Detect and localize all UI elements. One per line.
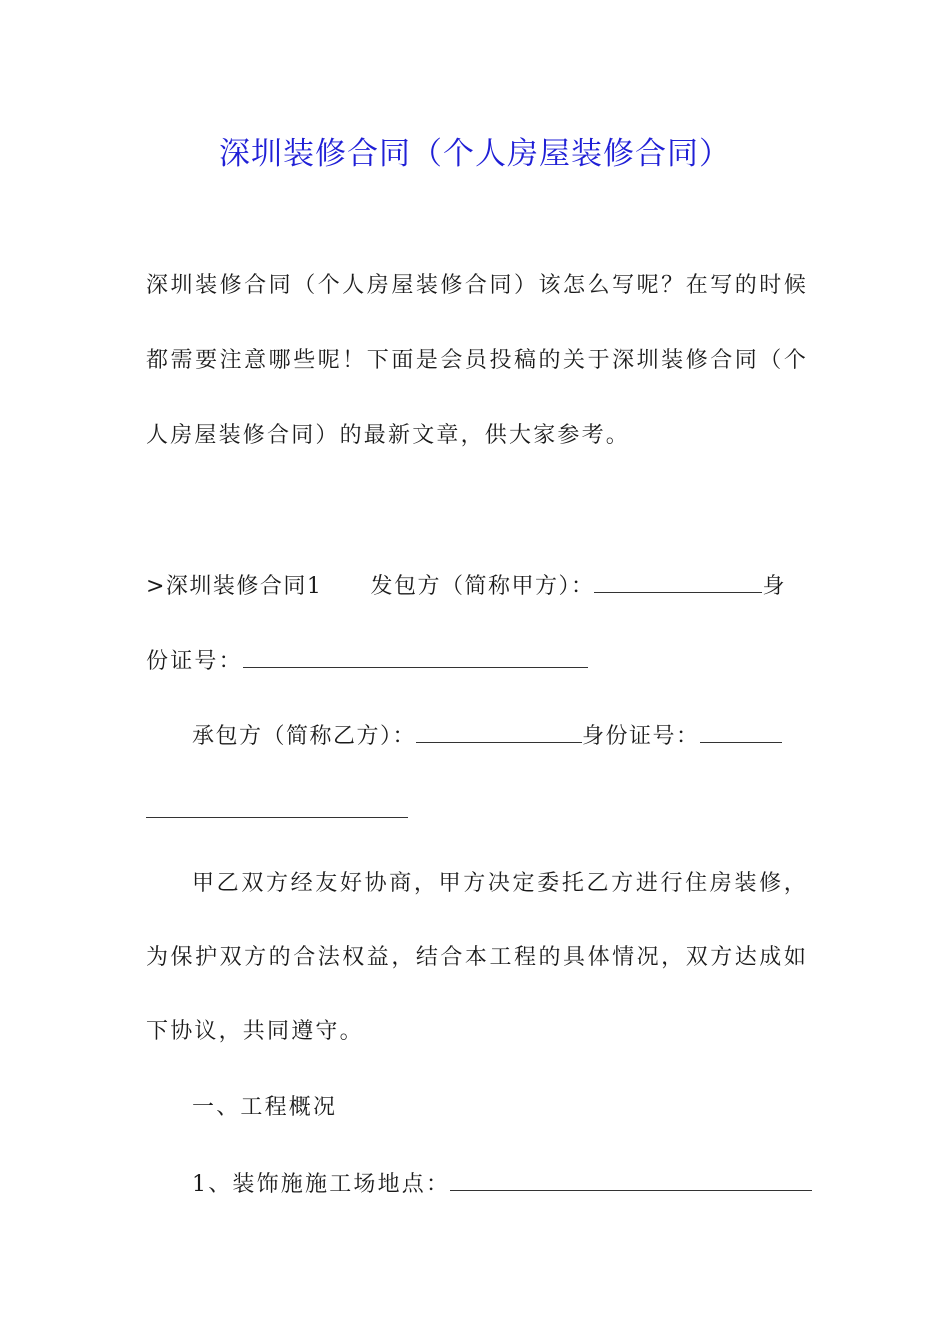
document-title: 深圳装修合同（个人房屋装修合同）	[219, 136, 731, 172]
intro-line-3: 人房屋装修合同）的最新文章，供大家参考。	[146, 423, 631, 448]
section-one-heading: 一、工程概况	[192, 1095, 338, 1120]
item-one-label: 1、装饰施施工场地点：	[192, 1172, 451, 1197]
party-a-id-label-start: 身	[762, 574, 786, 599]
intro-line-2: 都 需 要 注 意 哪 些 呢 ！ 下 面 是 会 员 投 稿 的 关 于 深 圳 装 修 合 同 （ 个	[146, 348, 806, 373]
party-b-id-blank[interactable]	[700, 720, 782, 743]
party-a-id-label: 份证号：	[146, 649, 243, 674]
party-b-label: 承包方（简称乙方）：	[192, 724, 417, 749]
party-b-name-blank[interactable]	[416, 720, 582, 743]
party-b-id-blank-continued[interactable]	[146, 795, 408, 818]
party-a-line	[146, 570, 806, 602]
agreement-line-1: 甲 乙 双 方 经 友 好 协 商 ， 甲 方 决 定 委 托 乙 方 进 行 住 房 装 修 ，	[192, 871, 806, 896]
party-b-id-continuation	[146, 795, 806, 827]
party-a-id-blank[interactable]	[243, 645, 588, 668]
party-b-line	[192, 720, 806, 752]
site-address-blank[interactable]	[450, 1168, 812, 1191]
party-a-name-blank[interactable]	[594, 570, 762, 593]
agreement-line-2: 为 保 护 双 方 的 合 法 权 益 ， 结 合 本 工 程 的 具 体 情 况 ， 双 方 达 成 如	[146, 945, 806, 970]
item-one-line	[192, 1168, 806, 1200]
contract-heading: >深圳装修合同1	[146, 574, 323, 599]
party-a-label: 发包方（简称甲方）：	[370, 574, 595, 599]
party-a-id-line	[146, 645, 806, 677]
party-b-id-label: 身份证号：	[582, 724, 700, 749]
agreement-line-3: 下协议，共同遵守。	[146, 1019, 364, 1044]
intro-line-1: 深 圳 装 修 合 同 （ 个 人 房 屋 装 修 合 同 ） 该 怎 么 写 呢 ？ 在 写 的 时 候	[146, 273, 806, 298]
